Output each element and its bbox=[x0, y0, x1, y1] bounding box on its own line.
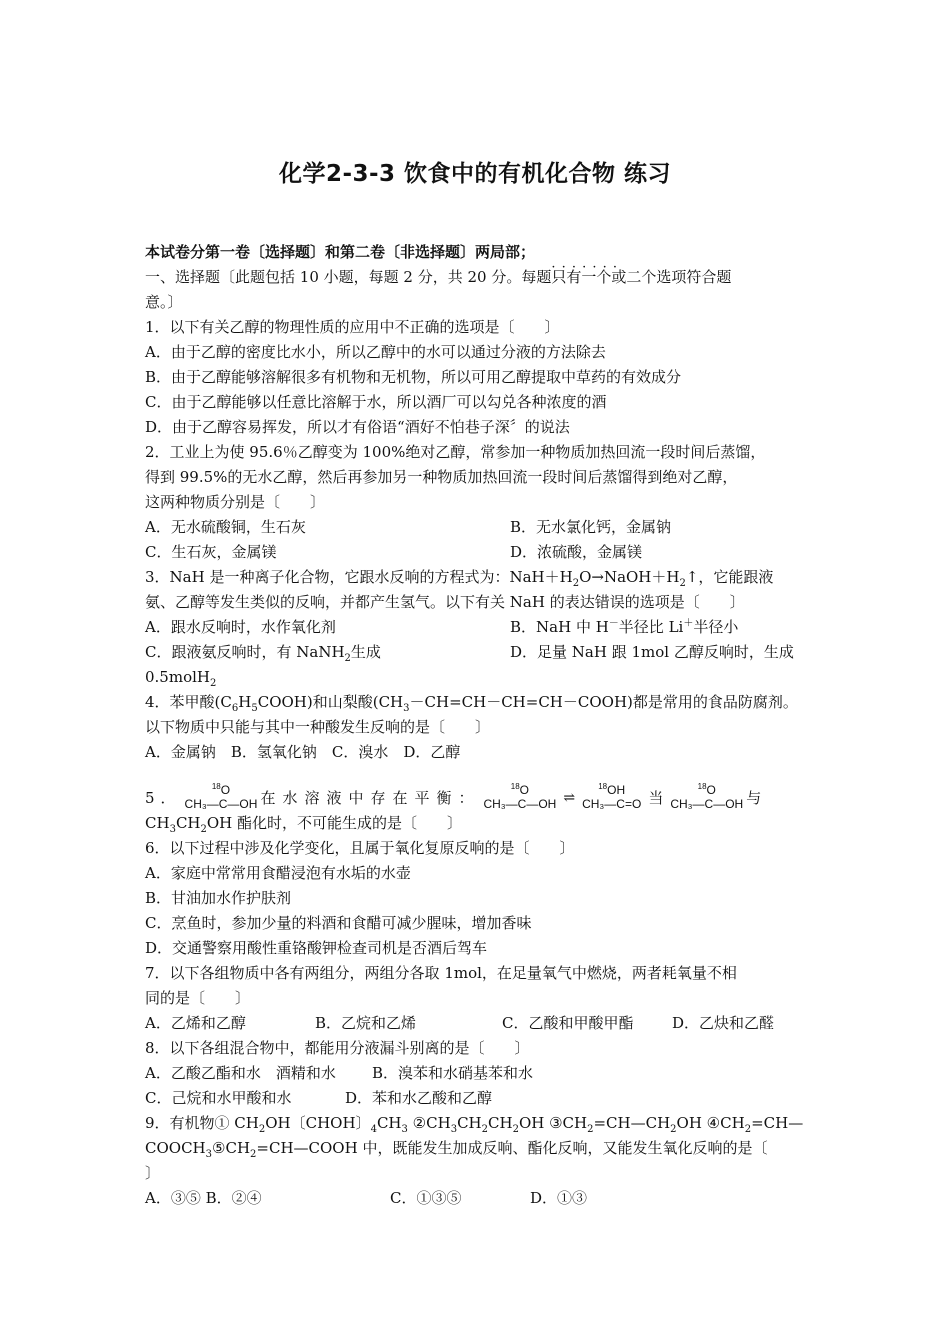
q5-text-mid: 在水溶液中存在平衡： bbox=[260, 789, 481, 807]
q5-formula4-top: O bbox=[706, 783, 716, 797]
q9-text: ⑤CH bbox=[212, 1139, 251, 1157]
q3-sub: 2 bbox=[344, 653, 351, 664]
q9-sub: 2 bbox=[512, 1124, 519, 1135]
q9-sub: 4 bbox=[370, 1124, 377, 1135]
q9-stem-line1 bbox=[145, 1111, 820, 1136]
q5-formula1-top: O bbox=[220, 783, 231, 797]
intro-line: 本试卷分第一卷〔选择题〕和第二卷〔非选择题〕两局部； bbox=[145, 243, 536, 261]
emphasis-dotted-text: · · · 只有一个或二个 bbox=[551, 268, 656, 286]
q5-formula2-main: CH₃—C—OH bbox=[483, 797, 557, 811]
q5-formula1-main: CH₃—C—OH bbox=[184, 797, 258, 811]
q4-text-b: H bbox=[238, 693, 252, 711]
q9-text: =CH—COOH 中，既能发生加成反响、酯化反响，又能发生氧化反响的是〔 bbox=[256, 1139, 768, 1157]
q2-option-a: A．无水硫酸铜，生石灰 bbox=[145, 518, 306, 536]
q4-stem-line1 bbox=[145, 690, 830, 715]
q3-sup: ＋ bbox=[683, 618, 694, 629]
section-text-b: 选项符合题 bbox=[656, 268, 732, 286]
q5-text-b: CH bbox=[175, 814, 201, 832]
q9-stem-line3: 〕 bbox=[145, 1164, 161, 1182]
q9-sub: 3 bbox=[205, 1149, 213, 1160]
q9-sub: 3 bbox=[401, 1124, 408, 1135]
q9-text: =CH—CH bbox=[593, 1114, 671, 1132]
q3-options-row2 bbox=[145, 640, 820, 665]
q3-b-text-b: 半径比 Li bbox=[618, 618, 684, 636]
q2-options-row2 bbox=[145, 540, 820, 565]
q1-option-a: A．由于乙醇的密度比水小，所以乙醇中的水可以通过分液的方法除去 bbox=[145, 343, 606, 361]
q6-option-a: A．家庭中常常用食醋浸泡有水垢的水壶 bbox=[145, 864, 411, 882]
q9-sub: 2 bbox=[250, 1149, 257, 1160]
q2-stem-line3: 这两种物质分别是〔 〕 bbox=[145, 493, 326, 511]
q5-isotope: 18 bbox=[510, 782, 520, 791]
q3-c-text-a: C．跟液氨反响时，有 NaNH bbox=[145, 643, 345, 661]
q5-formula-top bbox=[698, 783, 716, 797]
exam-content bbox=[145, 240, 820, 1211]
q9-text: OH〔CHOH〕 bbox=[265, 1114, 371, 1132]
q9-option-ab: A．③⑤ B．②④ bbox=[145, 1189, 262, 1207]
q6-option-b: B．甘油加水作护肤剂 bbox=[145, 889, 292, 907]
q5-formula4-main: CH₃—C—OH bbox=[670, 797, 744, 811]
q5-text-c: OH 酯化时，不可能生成的是〔 〕 bbox=[206, 814, 463, 832]
q9-text: OH ③CH bbox=[518, 1114, 588, 1132]
q8-options-row2 bbox=[145, 1086, 820, 1111]
q5-formula2-top: O bbox=[519, 783, 530, 797]
q5-formula-acetic-acid bbox=[185, 783, 258, 811]
q4-sub: 6 bbox=[231, 703, 239, 714]
q9-sub: 2 bbox=[670, 1124, 677, 1135]
q6-option-d: D．交通警察用酸性重铬酸钾检查司机是否酒后驾车 bbox=[145, 939, 488, 957]
q9-sub: 2 bbox=[744, 1124, 752, 1135]
q4-text-d: －CH=CH－CH=CH－COOH)都是常用的食品防腐剂。 bbox=[409, 693, 798, 711]
section-instructions-cont: 意。〕 bbox=[145, 293, 183, 311]
q7-option-a: A．乙烯和乙醇 bbox=[145, 1014, 246, 1032]
q4-options: A．金属钠 B．氢氧化钠 C．溴水 D．乙醇 bbox=[145, 743, 461, 761]
q5-formula-top bbox=[511, 783, 529, 797]
q5-isotope: 18 bbox=[211, 782, 221, 791]
q3-options-row1 bbox=[145, 615, 820, 640]
q9-sub: 3 bbox=[450, 1124, 458, 1135]
q3-stem-line1 bbox=[145, 565, 820, 590]
q9-options bbox=[145, 1186, 820, 1211]
q1-option-b: B．由于乙醇能够溶解很多有机物和无机物，所以可用乙醇提取中草药的有效成分 bbox=[145, 368, 682, 386]
q3-option-d: D．足量 NaH 跟 1mol 乙醇反响时，生成 bbox=[510, 643, 794, 661]
q4-sub: 3 bbox=[403, 703, 410, 714]
q9-sub: 2 bbox=[587, 1124, 594, 1135]
q3-b-text-c: 半径小 bbox=[693, 618, 739, 636]
q3-sub: 2 bbox=[572, 578, 580, 589]
q3-stem-line2: 氨、乙醇等发生类似的反响，并都产生氢气。以下有关 NaH 的表达错误的选项是〔 〕 bbox=[145, 593, 745, 611]
q5-sub: 3 bbox=[169, 824, 176, 835]
q3-d-text: 0.5molH bbox=[145, 668, 210, 686]
q2-option-b: B．无水氯化钙，金属钠 bbox=[510, 518, 672, 536]
q6-option-c: C．烹鱼时，参加少量的料酒和食醋可减少腥味，增加香味 bbox=[145, 914, 532, 932]
q5-isotope: 18 bbox=[598, 782, 608, 791]
q5-number: 5． bbox=[145, 789, 182, 807]
q9-option-d: D．①③ bbox=[530, 1189, 588, 1207]
q5-formula3-top: OH bbox=[607, 783, 626, 797]
q5-formula-top bbox=[212, 783, 230, 797]
q8-stem: 8．以下各组混合物中，都能用分液漏斗别离的是〔 〕 bbox=[145, 1039, 530, 1057]
page-title: 化学2-3-3 饮食中的有机化合物 练习 bbox=[278, 161, 672, 187]
q6-stem: 6．以下过程中涉及化学变化，且属于氧化复原反响的是〔 〕 bbox=[145, 839, 575, 857]
q3-b-text-a: B．NaH 中 H bbox=[510, 618, 609, 636]
q7-option-d: D．乙炔和乙醛 bbox=[672, 1014, 775, 1032]
q8-options-row1 bbox=[145, 1061, 820, 1086]
q3-option-c bbox=[145, 640, 510, 665]
q7-option-b: B．乙烷和乙烯 bbox=[315, 1014, 417, 1032]
q3-text-b: O→NaOH＋H bbox=[579, 568, 680, 586]
q3-text-c: ↑，它能跟液 bbox=[685, 568, 774, 586]
q9-text: ②CH bbox=[412, 1114, 451, 1132]
q4-text-a: 4．苯甲酸(C bbox=[145, 693, 232, 711]
q4-sub: 5 bbox=[251, 703, 258, 714]
q5-stem-line1 bbox=[145, 765, 820, 811]
q5-text-a: CH bbox=[145, 814, 170, 832]
q3-sub: 2 bbox=[679, 578, 686, 589]
q3-text-a: 3．NaH 是一种离子化合物，它跟水反响的方程式为：NaH＋H bbox=[145, 568, 573, 586]
q5-formula-reactant bbox=[670, 783, 743, 811]
q3-sub: 2 bbox=[210, 678, 217, 689]
q5-stem-line2 bbox=[145, 811, 820, 836]
q9-text: 9．有机物① CH bbox=[145, 1114, 259, 1132]
q5-formula3-main: CH₃—C=O bbox=[582, 797, 642, 811]
q3-option-a: A．跟水反响时，水作氧化剂 bbox=[145, 618, 336, 636]
q2-options-row1 bbox=[145, 515, 820, 540]
q1-stem: 1．以下有关乙醇的物理性质的应用中不正确的选项是〔 〕 bbox=[145, 318, 560, 336]
q3-option-d-cont bbox=[145, 665, 820, 690]
q2-stem-line2: 得到 99.5%的无水乙醇，然后再参加另一种物质加热回流一段时间后蒸馏得到绝对乙醇， bbox=[145, 468, 738, 486]
q4-text-c: COOH)和山梨酸(CH bbox=[257, 693, 404, 711]
q5-formula-top bbox=[598, 783, 625, 797]
section-instructions bbox=[145, 265, 820, 290]
q1-option-c: C．由于乙醇能够以任意比溶解于水，所以酒厂可以勾兑各种浓度的酒 bbox=[145, 393, 607, 411]
q5-formula-right bbox=[582, 783, 641, 811]
equilibrium-arrow-icon: ⇌ bbox=[563, 790, 576, 806]
q9-text: CH bbox=[457, 1114, 482, 1132]
q5-isotope: 18 bbox=[697, 782, 707, 791]
q9-text: COOCH bbox=[145, 1139, 206, 1157]
q5-sub: 2 bbox=[200, 824, 207, 835]
q9-sub: 2 bbox=[481, 1124, 488, 1135]
q8-option-b: B．溴苯和水硝基苯和水 bbox=[372, 1064, 534, 1082]
q1-option-d: D．由于乙醇容易挥发，所以才有俗语“酒好不怕巷子深〞的说法 bbox=[145, 418, 570, 436]
q7-option-c: C．乙酸和甲酸甲酯 bbox=[502, 1014, 634, 1032]
q3-option-b bbox=[510, 615, 738, 640]
q9-text: OH ④CH bbox=[676, 1114, 745, 1132]
q9-stem-line2 bbox=[145, 1136, 820, 1161]
q8-option-d: D．苯和水乙酸和乙醇 bbox=[345, 1089, 493, 1107]
q9-sub: 2 bbox=[258, 1124, 266, 1135]
q8-option-c: C．己烷和水甲酸和水 bbox=[145, 1089, 292, 1107]
q2-stem-line1: 2．工业上为使 95.6％乙醇变为 100%绝对乙醇，常参加一种物质加热回流一段时间后蒸馏， bbox=[145, 443, 766, 461]
q7-stem-line2: 同的是〔 〕 bbox=[145, 989, 251, 1007]
q5-formula-left bbox=[483, 783, 556, 811]
q5-text-when: 当 bbox=[648, 789, 664, 807]
q9-option-c: C．①③⑤ bbox=[390, 1189, 462, 1207]
q7-options bbox=[145, 1011, 820, 1036]
q9-text: CH bbox=[488, 1114, 513, 1132]
q9-text: CH bbox=[376, 1114, 402, 1132]
q5-text-with: 与 bbox=[746, 789, 762, 807]
q2-option-c: C．生石灰，金属镁 bbox=[145, 543, 277, 561]
q3-c-text-b: 生成 bbox=[350, 643, 381, 661]
q8-option-a: A．乙酸乙酯和水 酒精和水 bbox=[145, 1064, 336, 1082]
section-text-a: 一、选择题〔此题包括 10 小题，每题 2 分，共 20 分。每题 bbox=[145, 268, 552, 286]
q3-sup: － bbox=[608, 618, 619, 629]
q7-stem-line1: 7．以下各组物质中各有两组分，两组分各取 1mol，在足量氧气中燃烧，两者耗氧量不相 bbox=[145, 964, 737, 982]
q4-stem-line2: 以下物质中只能与其中一种酸发生反响的是〔 〕 bbox=[145, 718, 491, 736]
q2-option-d: D．浓硫酸，金属镁 bbox=[510, 543, 643, 561]
q9-text: =CH— bbox=[751, 1114, 804, 1132]
